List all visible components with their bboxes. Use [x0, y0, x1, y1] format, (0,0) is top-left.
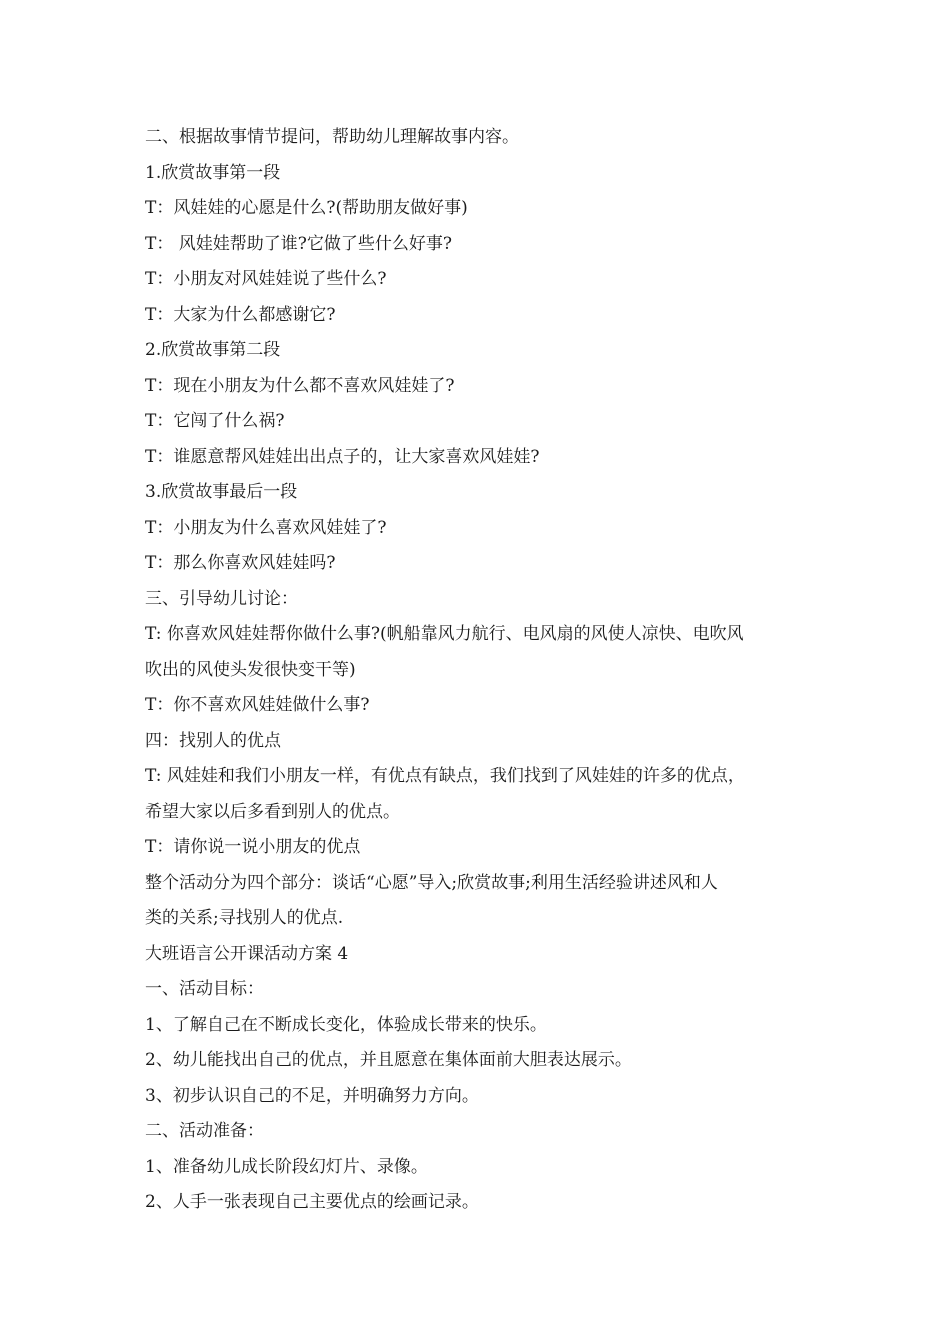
section-heading-discussion: 三、引导幼儿讨论：	[145, 588, 298, 609]
paragraph-line: 整个活动分为四个部分：谈话“心愿”导入;欣赏故事;利用生活经验讲述风和人	[145, 872, 718, 893]
paragraph-line: 吹出的风使头发很快变干等)	[145, 659, 356, 680]
question-line: T：小朋友对风娃娃说了些什么?	[145, 269, 387, 289]
section-heading-strengths: 四：找别人的优点	[145, 730, 281, 751]
section-heading-preparation: 二、活动准备：	[145, 1121, 264, 1141]
question-line: T：你不喜欢风娃娃做什么事?	[145, 695, 370, 715]
paragraph-line: T: 风娃娃和我们小朋友一样，有优点有缺点，我们找到了风娃娃的许多的优点，	[145, 766, 745, 786]
list-item: 3、初步认识自己的不足，并明确努力方向。	[145, 1085, 479, 1106]
list-item: 2、人手一张表现自己主要优点的绘画记录。	[145, 1192, 479, 1212]
subheading-story-part-3: 3.欣赏故事最后一段	[145, 482, 298, 502]
question-line: T：风娃娃的心愿是什么?(帮助朋友做好事)	[145, 198, 468, 218]
paragraph-line: 希望大家以后多看到别人的优点。	[145, 801, 400, 822]
question-line: T： 风娃娃帮助了谁?它做了些什么好事?	[145, 233, 452, 254]
plan-title: 大班语言公开课活动方案 4	[145, 943, 349, 964]
section-heading-questions: 二、根据故事情节提问，帮助幼儿理解故事内容。	[145, 127, 519, 147]
subheading-story-part-2: 2.欣赏故事第二段	[145, 340, 281, 360]
question-line: T：它闯了什么祸?	[145, 411, 285, 431]
list-item: 2、幼儿能找出自己的优点，并且愿意在集体面前大胆表达展示。	[145, 1050, 632, 1070]
question-line: T：大家为什么都感谢它?	[145, 304, 336, 325]
document-body	[145, 120, 815, 1221]
question-line: T：现在小朋友为什么都不喜欢风娃娃了?	[145, 375, 455, 396]
paragraph-line: T: 你喜欢风娃娃帮你做什么事?(帆船靠风力航行、电风扇的风使人凉快、电吹风	[145, 624, 744, 644]
paragraph-line: 类的关系;寻找别人的优点.	[145, 908, 344, 928]
question-line: T：小朋友为什么喜欢风娃娃了?	[145, 517, 387, 538]
list-item: 1、了解自己在不断成长变化，体验成长带来的快乐。	[145, 1014, 547, 1035]
question-line: T：请你说一说小朋友的优点	[145, 837, 361, 857]
question-line: T：谁愿意帮风娃娃出出点子的，让大家喜欢风娃娃?	[145, 446, 540, 467]
list-item: 1、准备幼儿成长阶段幻灯片、录像。	[145, 1156, 428, 1177]
subheading-story-part-1: 1.欣赏故事第一段	[145, 162, 281, 183]
question-line: T：那么你喜欢风娃娃吗?	[145, 553, 336, 573]
section-heading-goals: 一、活动目标：	[145, 979, 264, 999]
